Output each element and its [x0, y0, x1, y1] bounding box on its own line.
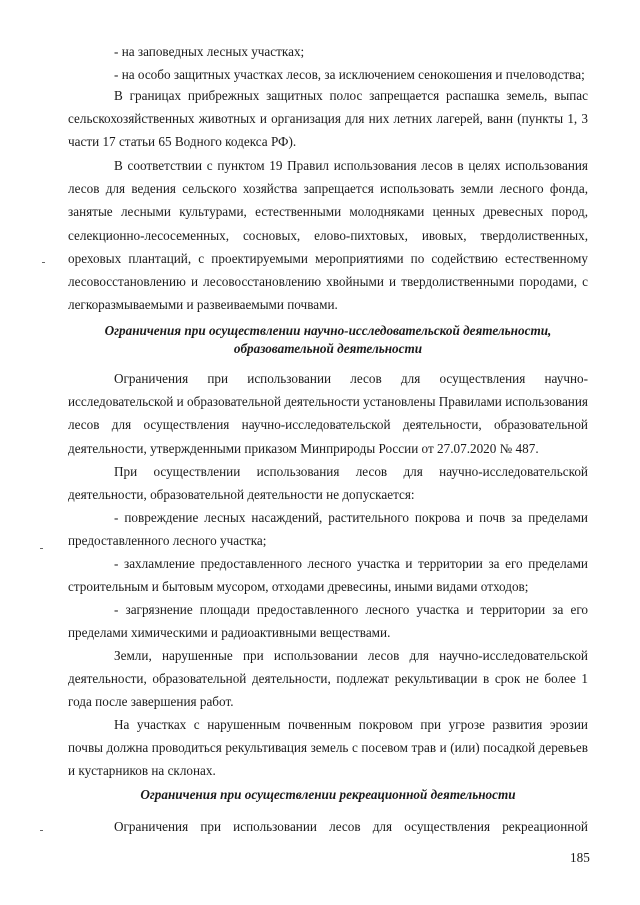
list-item-littering: - захламление предоставленного лесного участка и территории за его пределами строительным и бытовым мусором, отходами древесины, иными видами отходов;: [68, 556, 588, 595]
paragraph-recultivation: Земли, нарушенные при использовании лесов для научно-исследовательской деятельности, образовательной деятельности, подлежат рекультивации в срок не более 1 года после завершения работ.: [68, 648, 588, 710]
list-item-protective-plots: - на особо защитных участках лесов, за исключением сенокошения и пчеловодства;: [114, 67, 585, 82]
list-item-damage: - повреждение лесных насаждений, растительного покрова и почв за пределами предоставленного лесного участка;: [68, 510, 588, 549]
paragraph-research-prohibitions: При осуществлении использования лесов для научно-исследовательской деятельности, образовательной деятельности не допускается:: [68, 464, 588, 503]
paragraph-erosion: На участках с нарушенным почвенным покровом при угрозе развития эрозии почвы должна проводиться рекультивация земель с посевом трав и (или) посадкой деревьев и кустарников на склонах.: [68, 717, 588, 779]
scan-mark: [42, 262, 45, 263]
paragraph-research-restrictions: Ограничения при использовании лесов для осуществления научно-исследовательской и образовательной деятельности установлены Правилами использования лесов для осуществления научно-исследовательской деятельности, образовательной деятельности, утвержденными приказом Минприроды России от 27.07.2020 № 487.: [68, 371, 588, 456]
list-item-pollution: - загрязнение площади предоставленного лесного участка и территории за его пределами химическими и радиоактивными веществами.: [68, 602, 588, 641]
paragraph-recreation-restrictions: Ограничения при использовании лесов для осуществления рекреационной: [114, 819, 588, 834]
section-heading-recreation: Ограничения при осуществлении рекреационной деятельности: [140, 787, 516, 802]
scan-mark: [40, 830, 43, 831]
scan-mark: [40, 548, 43, 549]
paragraph-agriculture-rules: В соответствии с пунктом 19 Правил использования лесов в целях использования лесов для ведения сельского хозяйства запрещается использовать земли лесного фонда, занятые лесными культурами, естественными молодняками ценных древесных пород, селекционно-лесосеменных, сосновых, елово-пихтовых, ивовых, твердолиственных, ореховых плантаций, с проектируемыми мероприятиями по содействию естественному лесовосстановлению и лесовосстановлению хвойными и твердолиственными породами, с легкоразмываемыми и развеиваемыми почвами.: [68, 158, 588, 313]
paragraph-coastal-belts: В границах прибрежных защитных полос запрещается распашка земель, выпас сельскохозяйственных животных и организация для них летних лагерей, ванн (пункты 1, 3 части 17 статьи 65 Водного кодекса РФ).: [68, 88, 588, 150]
list-item-reserved-plots: - на заповедных лесных участках;: [114, 44, 305, 59]
section-heading-research-line2: образовательной деятельности: [233, 341, 423, 356]
section-heading-research-line1: Ограничения при осуществлении научно-исследовательской деятельности,: [104, 323, 552, 338]
page-number: 185: [570, 850, 590, 865]
